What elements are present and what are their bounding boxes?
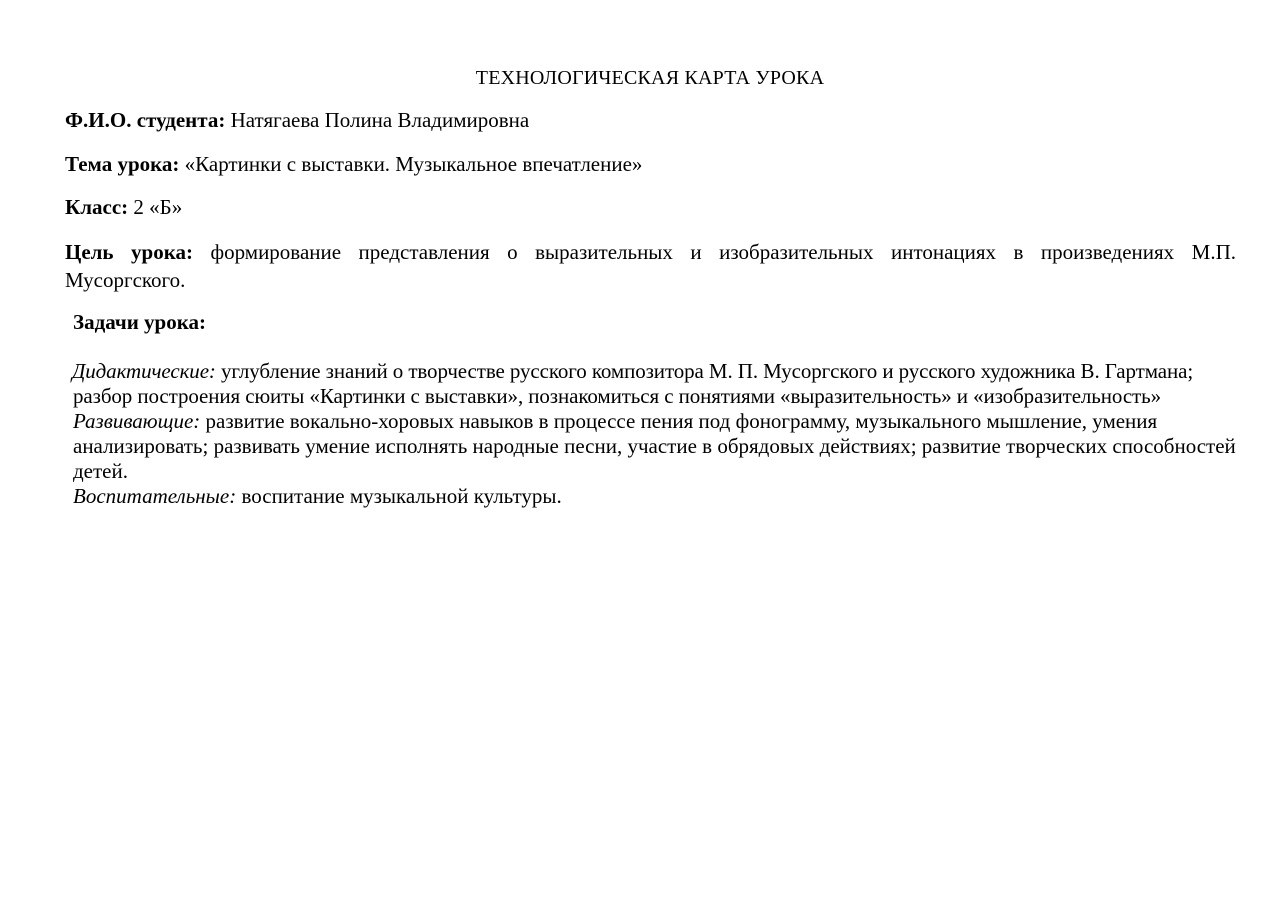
tasks-block <box>73 359 1243 509</box>
class-label: Класс: <box>65 195 129 219</box>
lesson-topic-line <box>65 151 1236 178</box>
didactic-text-2: разбор построения сюиты «Картинки с выставки», познакомиться с понятиями «выразительность» и «изобразительность» <box>73 384 1162 408</box>
didactic-label: Дидактические: <box>72 359 216 383</box>
developing-text: развитие вокально-хоровых навыков в процессе пения под фонограмму, музыкального мышление, умения анализировать; развивать умение исполнять народные песни, участие в обрядовых действиях; развитие творческих способностей детей. <box>73 409 1236 483</box>
lesson-topic-label: Тема урока: <box>65 152 180 176</box>
student-name-label: Ф.И.О. студента: <box>65 108 226 132</box>
educational-task <box>73 484 1243 509</box>
student-name-line <box>65 107 1236 134</box>
educational-label: Воспитательные: <box>73 484 237 508</box>
didactic-task-line-2 <box>73 384 1243 409</box>
lesson-goal-value: формирование представления о выразительных и изобразительных интонациях в произведениях М.П. Мусоргского. <box>65 240 1237 292</box>
lesson-goal-label: Цель урока: <box>65 240 193 264</box>
didactic-text-1: углубление знаний о творчестве русского композитора М. П. Мусоргского и русского художника В. Гартмана; <box>220 359 1194 383</box>
lesson-topic-value: «Картинки с выставки. Музыкальное впечатление» <box>184 152 643 176</box>
student-name-value: Натягаева Полина Владимировна <box>230 108 530 132</box>
lesson-goal-paragraph <box>65 238 1236 294</box>
developing-task <box>73 409 1243 484</box>
class-value: 2 «Б» <box>133 195 183 219</box>
developing-label: Развивающие: <box>73 409 201 433</box>
document-title: ТЕХНОЛОГИЧЕСКАЯ КАРТА УРОКА <box>475 67 825 89</box>
didactic-task-line-1 <box>72 359 1243 384</box>
tasks-heading: Задачи урока: <box>73 310 207 334</box>
educational-text: воспитание музыкальной культуры. <box>241 484 562 508</box>
class-line <box>65 194 1236 221</box>
